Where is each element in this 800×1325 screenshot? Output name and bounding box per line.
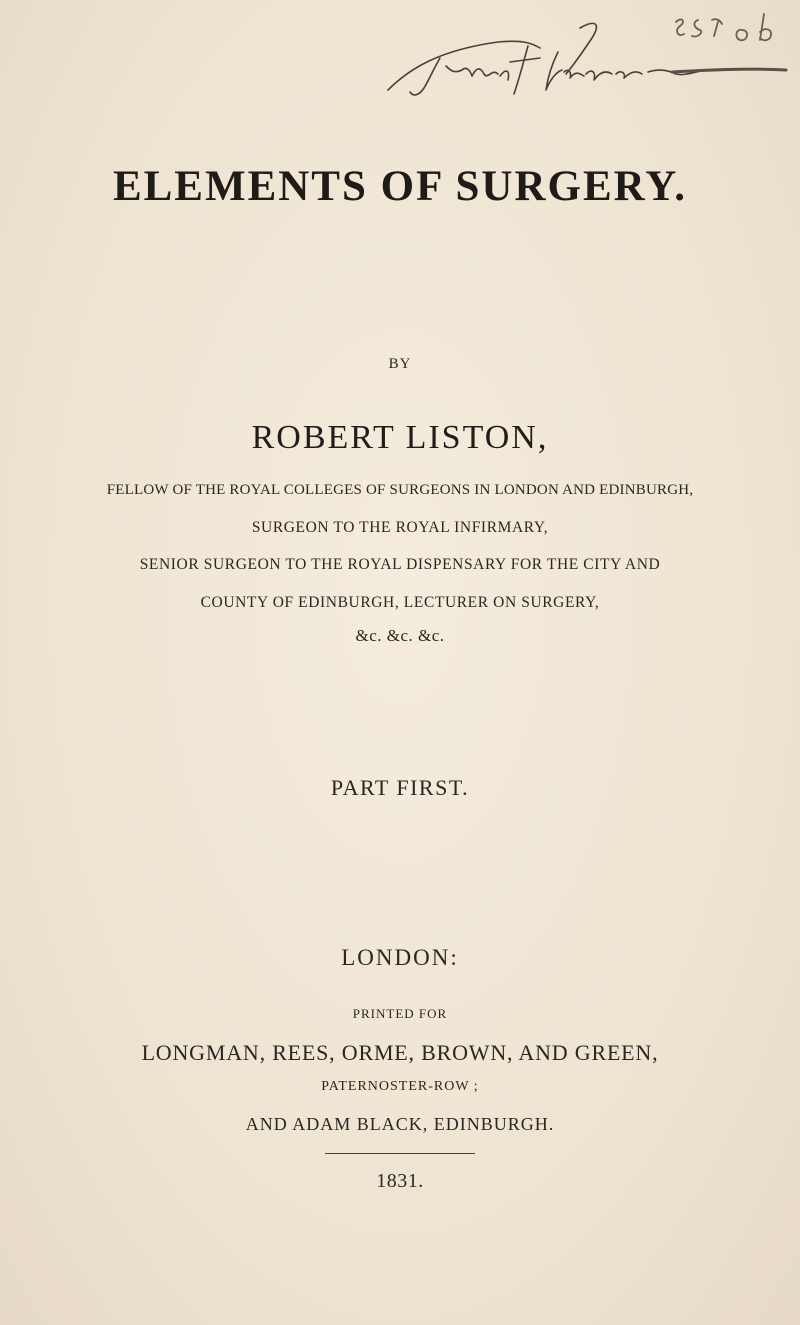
printed-for-line: PRINTED FOR xyxy=(352,1006,448,1021)
imprint-city: LONDON: xyxy=(341,945,459,970)
part-heading: PART FIRST. xyxy=(330,775,470,800)
author-credential-4: COUNTY OF EDINBURGH, LECTURER ON SURGERY, xyxy=(200,594,600,611)
publishers-line: LONGMAN, REES, ORME, BROWN, AND GREEN, xyxy=(141,1040,659,1065)
etc-line: &c. &c. &c. xyxy=(355,626,445,645)
co-publisher-line: AND ADAM BLACK, EDINBURGH. xyxy=(245,1114,555,1134)
author-credential-1: FELLOW OF THE ROYAL COLLEGES OF SURGEONS IN LONDON AND EDINBURGH, xyxy=(106,482,694,498)
shelfmark-annotation xyxy=(668,10,788,100)
author-name: ROBERT LISTON, xyxy=(251,419,549,456)
author-credential-3: SENIOR SURGEON TO THE ROYAL DISPENSARY FOR THE CITY AND xyxy=(139,556,661,573)
author-credential-2: SURGEON TO THE ROYAL INFIRMARY, xyxy=(251,519,549,536)
divider-rule xyxy=(325,1153,475,1154)
publication-year: 1831. xyxy=(376,1170,424,1192)
publisher-address: PATERNOSTER-ROW ; xyxy=(321,1079,479,1094)
by-line: BY xyxy=(388,356,412,372)
book-title: ELEMENTS OF SURGERY. xyxy=(112,163,688,210)
